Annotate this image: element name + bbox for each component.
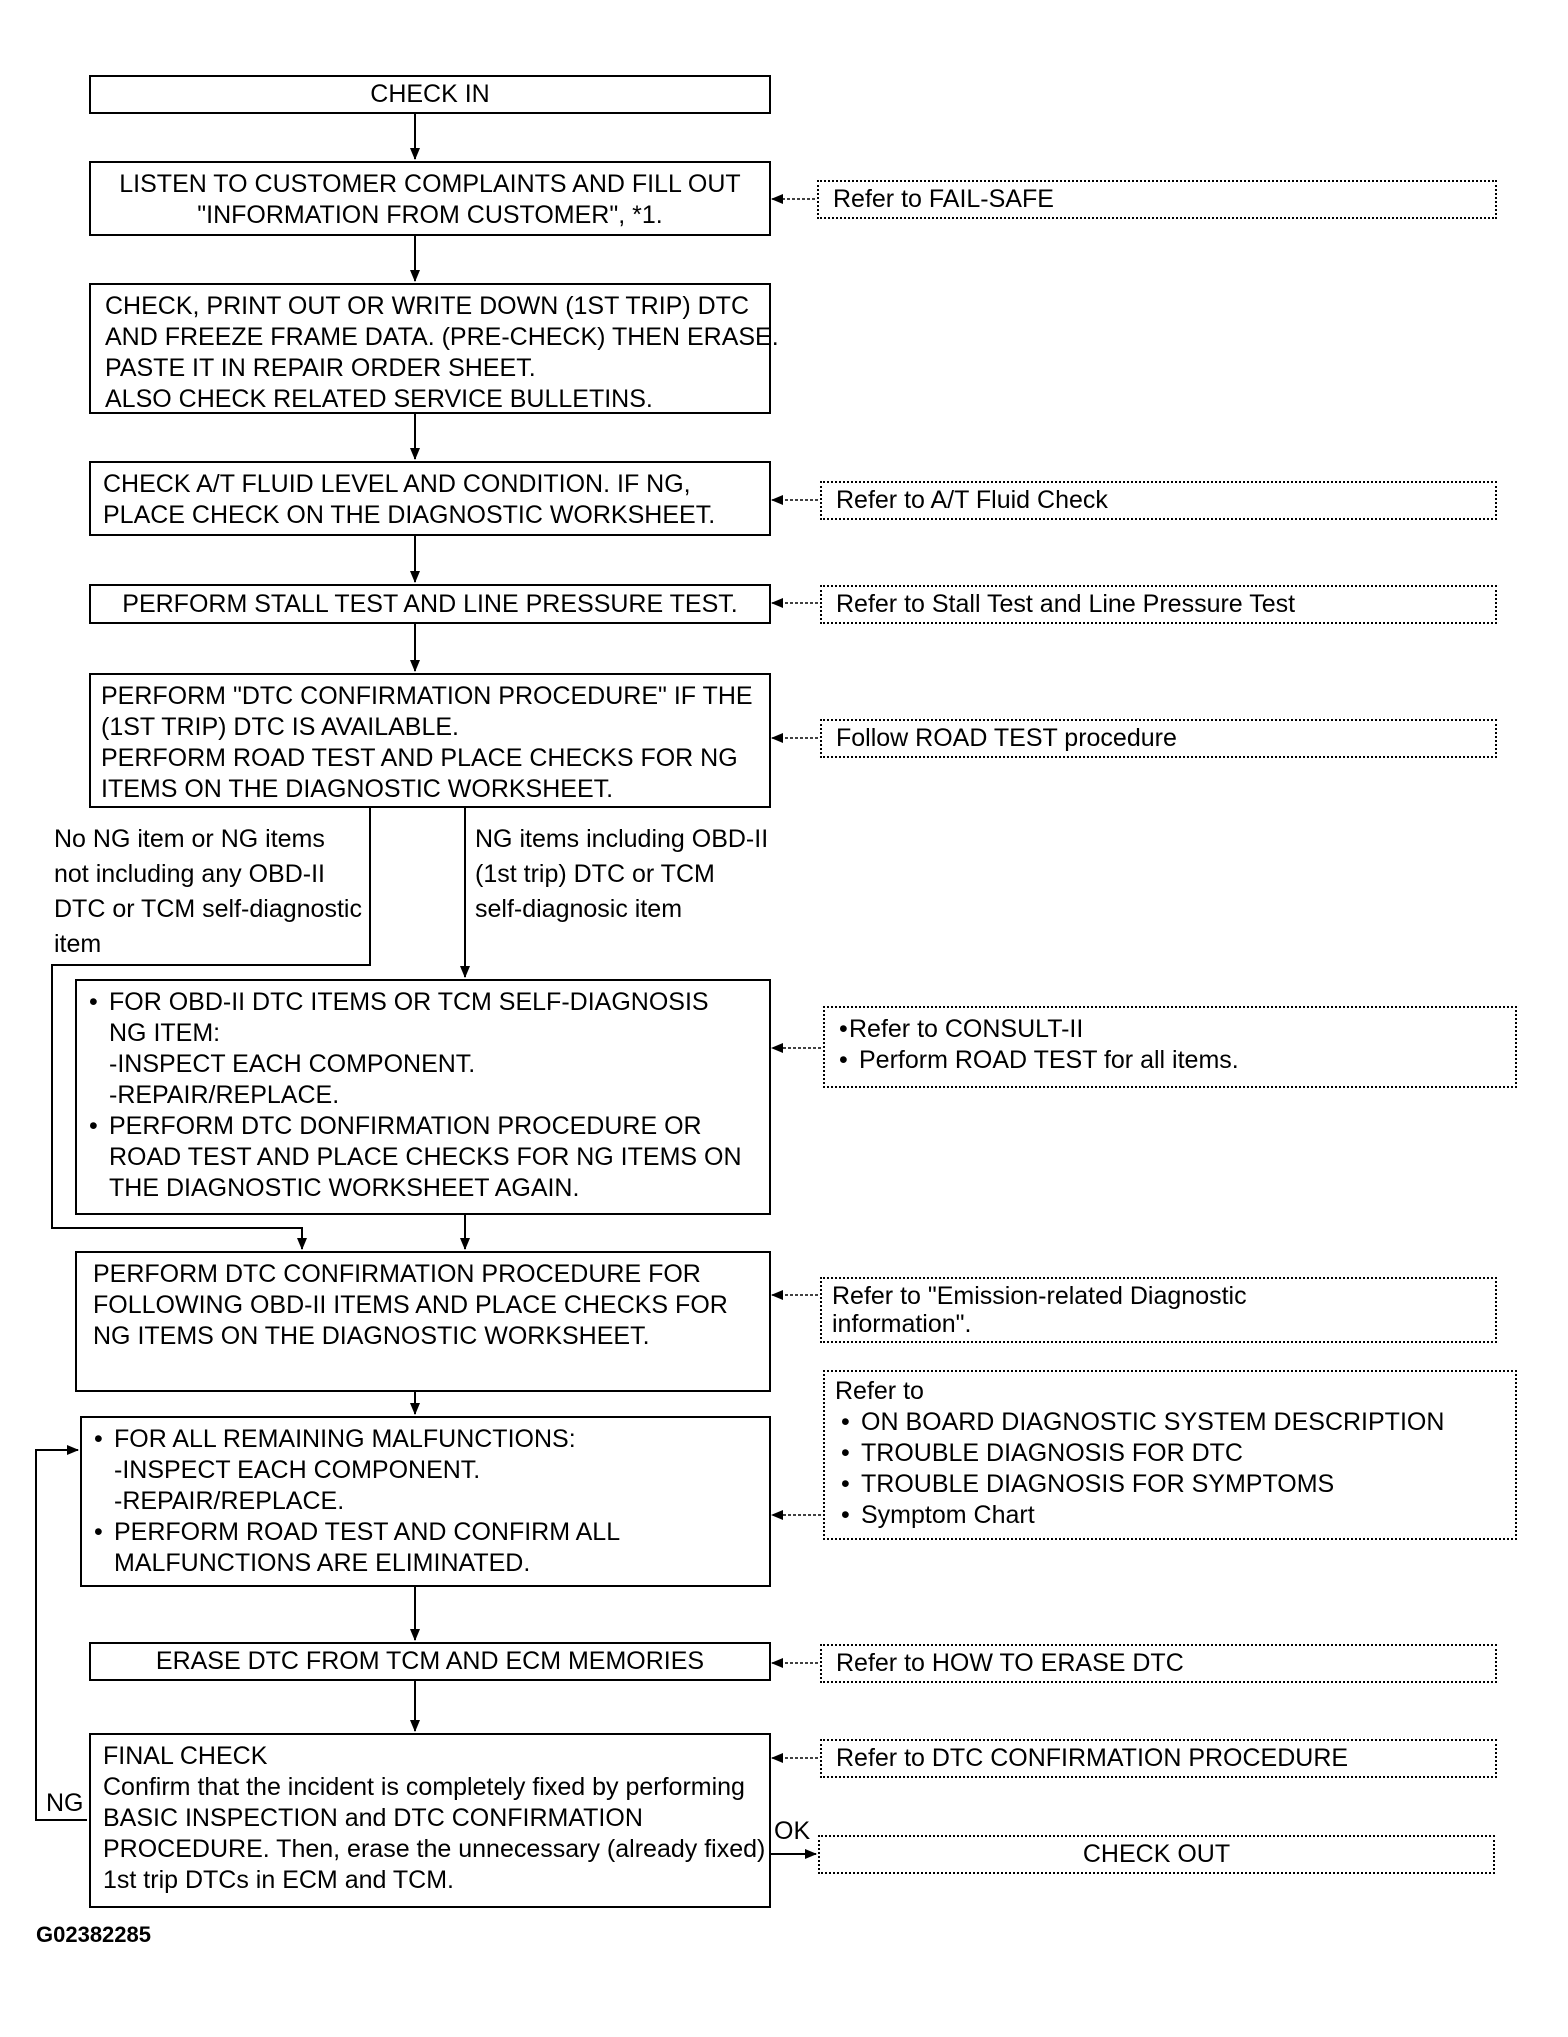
step-confirm-line-2: (1ST TRIP) DTC IS AVAILABLE. <box>101 713 459 741</box>
step-dtc-confirmation <box>89 673 771 808</box>
ref-onboard-item-2: • TROUBLE DIAGNOSIS FOR DTC <box>835 1438 1501 1469</box>
branch-left-line-2: not including any OBD-II <box>54 860 325 888</box>
ref-onboard-item-1: • ON BOARD DIAGNOSTIC SYSTEM DESCRIPTION <box>835 1407 1501 1438</box>
final-line-4: PROCEDURE. Then, erase the unnecessary (already fixed) <box>103 1835 766 1863</box>
following-line-2: FOLLOWING OBD-II ITEMS AND PLACE CHECKS FOR <box>93 1291 728 1319</box>
ref-emission <box>820 1277 1497 1343</box>
ref-erase-label: Refer to HOW TO ERASE DTC <box>836 1649 1184 1677</box>
branch-left-line-4: item <box>54 930 102 958</box>
following-line-1: PERFORM DTC CONFIRMATION PROCEDURE FOR <box>93 1260 701 1288</box>
remaining-bullet-1: • FOR ALL REMAINING MALFUNCTIONS: <box>88 1424 757 1455</box>
ref-emission-line-2: information". <box>832 1310 972 1338</box>
ref-stall-label: Refer to Stall Test and Line Pressure Test <box>836 590 1296 618</box>
final-line-5: 1st trip DTCs in ECM and TCM. <box>103 1866 455 1894</box>
ref-fail-safe <box>817 180 1497 219</box>
step-print-line-3: PASTE IT IN REPAIR ORDER SHEET. <box>105 354 536 382</box>
ref-onboard-head: Refer to <box>835 1377 924 1405</box>
obd-bullet-2-line-3: THE DIAGNOSTIC WORKSHEET AGAIN. <box>109 1174 580 1202</box>
ref-onboard-item-4: • Symptom Chart <box>835 1500 1501 1531</box>
step-stall-test <box>89 584 771 624</box>
remaining-sub-repair: -REPAIR/REPLACE. <box>114 1487 345 1515</box>
ref-dtc-proc-label: Refer to DTC CONFIRMATION PROCEDURE <box>836 1744 1349 1772</box>
step-erase-label: ERASE DTC FROM TCM AND ECM MEMORIES <box>155 1647 705 1675</box>
obd-sub-repair: -REPAIR/REPLACE. <box>109 1081 340 1109</box>
ref-consult <box>823 1006 1517 1088</box>
step-listen-line-1: LISTEN TO CUSTOMER COMPLAINTS AND FILL OUT <box>119 170 741 198</box>
branch-label-no-ng <box>54 822 362 962</box>
final-line-1: FINAL CHECK <box>103 1742 268 1770</box>
branch-left-line-3: DTC or TCM self-diagnostic <box>54 895 362 923</box>
step-print-line-4: ALSO CHECK RELATED SERVICE BULLETINS. <box>105 385 653 413</box>
ref-stall-test <box>820 585 1497 624</box>
obd-bullet-2-line-1: • PERFORM DTC DONFIRMATION PROCEDURE OR <box>83 1111 757 1142</box>
branch-label-ng-items <box>475 822 768 927</box>
remaining-bullet-2-line-2: MALFUNCTIONS ARE ELIMINATED. <box>114 1549 531 1577</box>
step-print-line-1: CHECK, PRINT OUT OR WRITE DOWN (1ST TRIP) DTC <box>105 292 750 320</box>
ref-road-label: Follow ROAD TEST procedure <box>836 724 1177 752</box>
step-confirm-line-1: PERFORM "DTC CONFIRMATION PROCEDURE" IF THE <box>101 682 753 710</box>
ref-consult-line-2: • Perform ROAD TEST for all items. <box>833 1045 1501 1076</box>
step-print-dtc <box>89 283 779 414</box>
step-check-in <box>89 75 771 114</box>
remaining-bullet-2-line-1: • PERFORM ROAD TEST AND CONFIRM ALL <box>88 1517 757 1548</box>
branch-right-line-2: (1st trip) DTC or TCM <box>475 860 715 888</box>
step-check-out-label: CHECK OUT <box>1082 1840 1231 1868</box>
ref-consult-line-1: • Refer to CONSULT-II <box>833 1014 1501 1045</box>
ref-emission-line-1: Refer to "Emission-related Diagnostic <box>832 1282 1247 1310</box>
ref-onboard-item-3: • TROUBLE DIAGNOSIS FOR SYMPTOMS <box>835 1469 1501 1500</box>
branch-left-line-1: No NG item or NG items <box>54 825 325 853</box>
step-listen-customer <box>89 161 771 236</box>
obd-bullet-2-line-2: ROAD TEST AND PLACE CHECKS FOR NG ITEMS ON <box>109 1143 742 1171</box>
step-stall-label: PERFORM STALL TEST AND LINE PRESSURE TEST. <box>122 589 738 618</box>
step-final-check <box>89 1733 771 1908</box>
step-fluid-check <box>89 461 771 536</box>
final-line-2: Confirm that the incident is completely fixed by performing <box>103 1773 745 1801</box>
step-check-in-label: CHECK IN <box>370 80 490 108</box>
ref-dtc-procedure <box>820 1739 1497 1778</box>
step-confirm-line-3: PERFORM ROAD TEST AND PLACE CHECKS FOR NG <box>101 744 738 772</box>
step-listen-line-2: "INFORMATION FROM CUSTOMER", *1. <box>197 201 663 229</box>
step-perform-following <box>75 1251 771 1392</box>
ref-fluid-label: Refer to A/T Fluid Check <box>836 486 1108 514</box>
ok-label: OK <box>774 1817 811 1845</box>
step-check-out <box>818 1835 1495 1874</box>
step-remaining-malfunctions <box>80 1416 771 1587</box>
step-print-line-2: AND FREEZE FRAME DATA. (PRE-CHECK) THEN ERASE. <box>105 323 779 351</box>
step-fluid-line-1: CHECK A/T FLUID LEVEL AND CONDITION. IF NG, <box>103 470 691 498</box>
figure-id: G02382285 <box>36 1922 151 1947</box>
remaining-sub-inspect: -INSPECT EACH COMPONENT. <box>114 1456 481 1484</box>
branch-right-line-3: self-diagnosic item <box>475 895 683 923</box>
obd-bullet-1-line-1: • FOR OBD-II DTC ITEMS OR TCM SELF-DIAGNOSIS <box>83 987 757 1018</box>
ref-erase-dtc <box>820 1644 1497 1683</box>
obd-bullet-1-line-2: NG ITEM: <box>109 1019 221 1047</box>
ref-road-test <box>820 719 1497 758</box>
step-fluid-line-2: PLACE CHECK ON THE DIAGNOSTIC WORKSHEET. <box>103 501 716 529</box>
step-obd-items <box>75 979 771 1215</box>
following-line-3: NG ITEMS ON THE DIAGNOSTIC WORKSHEET. <box>93 1322 650 1350</box>
final-line-3: BASIC INSPECTION and DTC CONFIRMATION <box>103 1804 643 1832</box>
ref-onboard-diagnostic <box>823 1370 1517 1540</box>
branch-right-line-1: NG items including OBD-II <box>475 825 769 853</box>
step-erase-dtc <box>89 1642 771 1681</box>
obd-sub-inspect: -INSPECT EACH COMPONENT. <box>109 1050 476 1078</box>
ng-loop-label: NG <box>46 1789 84 1817</box>
ref-failsafe-label: Refer to FAIL-SAFE <box>833 185 1054 213</box>
ref-fluid-check <box>820 481 1497 520</box>
step-confirm-line-4: ITEMS ON THE DIAGNOSTIC WORKSHEET. <box>101 775 614 803</box>
